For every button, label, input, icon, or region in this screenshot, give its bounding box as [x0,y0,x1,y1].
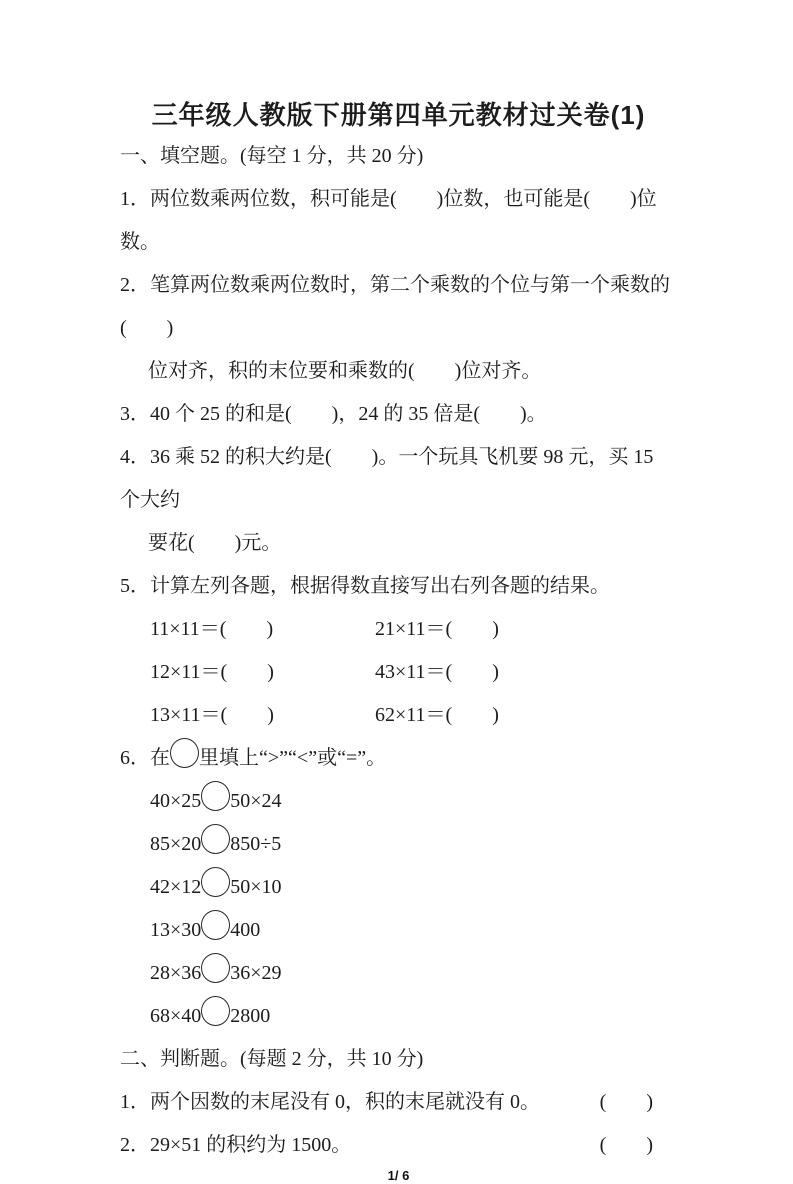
section-two-heading: 二、判断题。(每题 2 分，共 10 分) [120,1048,424,1070]
question-6 [120,737,677,780]
comparison-left: 40×25 [150,790,202,812]
question-5: 5．计算左列各题，根据得数直接写出右列各题的结果。 [120,575,610,597]
comparison-row [120,995,677,1038]
question-2-line-1: 2．笔算两位数乘两位数时，第二个乘数的个位与第一个乘数的( ) [120,274,670,339]
comparison-circle-icon [201,910,230,940]
question-1: 1．两位数乘两位数，积可能是( )位数，也可能是( )位数。 [120,188,657,253]
comparison-row [120,823,677,866]
equation-62x11: 62×11＝( ) [375,704,499,726]
judgement-text: 1．两个因数的末尾没有 0，积的末尾就没有 0。 [120,1091,540,1113]
page-number: 1/ 6 [387,1168,410,1183]
page-title: 三年级人教版下册第四单元教材过关卷(1) [151,100,646,130]
equation-12x11: 12×11＝( ) [150,661,274,683]
comparison-left: 68×40 [150,1005,202,1027]
comparison-circle-icon [201,824,230,854]
equation-11x11: 11×11＝( ) [150,618,274,640]
comparison-row [120,909,677,952]
judgement-row [120,1124,677,1167]
question-6-suffix: 里填上“>”“<”或“=”。 [199,747,387,769]
judgement-row [120,1081,677,1124]
comparison-row [120,952,677,995]
equation-13x11: 13×11＝( ) [150,704,274,726]
comparison-left: 42×12 [150,876,202,898]
comparison-left: 85×20 [150,833,202,855]
comparison-circle-icon [201,953,230,983]
comparison-left: 28×36 [150,962,202,984]
comparison-right: 36×29 [230,962,282,984]
question-5-equation-row [120,694,677,737]
question-4-line-1: 4．36 乘 52 的积大约是( )。一个玩具飞机要 98 元，买 15 个大约 [120,446,659,511]
equation-21x11: 21×11＝( ) [375,618,499,640]
judgement-answer-blank: ( ) [599,1134,653,1156]
comparison-left: 13×30 [150,919,202,941]
comparison-circle-icon [201,996,230,1026]
blank-circle-icon [170,738,199,768]
comparison-circle-icon [201,781,230,811]
comparison-row [120,866,677,909]
judgement-answer-blank: ( ) [599,1091,653,1113]
question-3: 3．40 个 25 的和是( )，24 的 35 倍是( )。 [120,403,547,425]
comparison-right: 2800 [230,1005,271,1027]
question-5-equation-row [120,651,677,694]
comparison-right: 850÷5 [230,833,282,855]
question-2-line-2: 位对齐，积的末位要和乘数的( )位对齐。 [148,360,542,382]
equation-43x11: 43×11＝( ) [375,661,499,683]
comparison-circle-icon [201,867,230,897]
comparison-right: 50×24 [230,790,282,812]
question-4-line-2: 要花( )元。 [148,532,282,554]
question-6-prefix: 6．在 [120,747,170,769]
section-one-heading: 一、填空题。(每空 1 分，共 20 分) [120,145,424,167]
question-5-equation-row [120,608,677,651]
comparison-right: 50×10 [230,876,282,898]
comparison-row [120,780,677,823]
comparison-right: 400 [230,919,261,941]
judgement-text: 2．29×51 的积约为 1500。 [120,1134,352,1156]
